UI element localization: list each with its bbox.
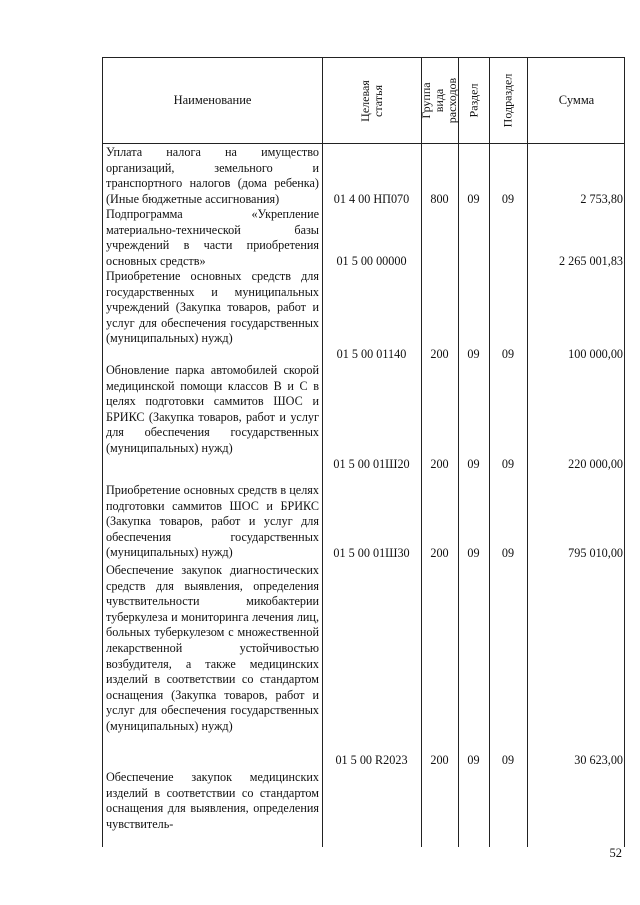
row-name: Обновление парка автомобилей скорой медицинской помощи классов В и С в целях подготовки саммитов ШОС и БРИКС (Закупка товаров, работ и услуг для обеспечения государственных (муниципальных) нужд) (106, 363, 319, 455)
row-code: 01 5 00 01140 (336, 347, 407, 361)
row-code: 01 5 00 00000 (336, 254, 407, 268)
row-sum: 2 753,80 (580, 192, 623, 206)
row-group: 200 (430, 546, 449, 560)
column-divider (421, 58, 422, 847)
header-subsection (489, 58, 527, 143)
row-subsection: 09 (501, 457, 515, 471)
row-subsection: 09 (501, 347, 515, 361)
row-group: 200 (430, 347, 449, 361)
row-section: 09 (467, 546, 480, 560)
row-section: 09 (467, 457, 480, 471)
row-code: 01 4 00 НП070 (333, 192, 410, 206)
row-name: Обеспечение закупок диагностических средств для выявления, определения чувствительности микобактерии туберкулеза и мониторинга лечения лиц, больных туберкулезом с множественной лекарственной устойчивостью возбудителя, а также медицинских изделий в соответствии со стандартом оснащения (Закупка товаров, работ и услуг для обеспечения государственных (муниципальных) нужд) (106, 563, 319, 733)
column-divider (527, 58, 528, 847)
header-sum: Сумма (558, 93, 595, 107)
column-divider (489, 58, 490, 847)
column-divider (322, 58, 323, 847)
row-sum: 100 000,00 (568, 347, 623, 361)
header-code (322, 58, 421, 143)
header-code-label: Целевая статья (357, 79, 385, 122)
row-group: 200 (430, 753, 449, 767)
header-section-label: Раздел (466, 83, 481, 118)
row-name: Уплата налога на имущество организаций, земельного и транспортного налогов (дома ребенка) (Иные бюджетные ассигнования) (106, 145, 319, 206)
header-group-label: Группа вида расходов (419, 77, 459, 124)
header-group (421, 58, 458, 143)
row-name: Подпрограмма «Укрепление материально-технической базы учреждений в части приобретения основных средств» (106, 207, 319, 268)
row-subsection: 09 (501, 753, 515, 767)
row-name: Приобретение основных средств в целях подготовки саммитов ШОС и БРИКС (Закупка товаров, работ и услуг для обеспечения государственных (муниципальных) нужд) (106, 483, 319, 560)
row-sum: 220 000,00 (568, 457, 623, 471)
row-section: 09 (467, 347, 480, 361)
header-divider (103, 143, 624, 144)
page-number: 52 (609, 846, 622, 860)
row-subsection: 09 (501, 192, 515, 206)
row-group: 800 (430, 192, 449, 206)
row-name: Приобретение основных средств для государственных и муниципальных учреждений (Закупка товаров, работ и услуг для обеспечения государственных (муниципальных) нужд) (106, 269, 319, 346)
row-sum: 2 265 001,83 (559, 254, 623, 268)
row-subsection: 09 (501, 546, 515, 560)
row-code: 01 5 00 R2023 (335, 753, 408, 767)
row-code: 01 5 00 01Ш30 (333, 546, 410, 560)
header-name: Наименование (173, 93, 252, 107)
row-section: 09 (467, 753, 480, 767)
row-group: 200 (430, 457, 449, 471)
column-divider (458, 58, 459, 847)
header-subsection-label: Подраздел (500, 73, 515, 128)
row-name: Обеспечение закупок медицинских изделий в соответствии со стандартом оснащения для выявления, определения чувствитель- (106, 770, 319, 831)
budget-table (102, 57, 625, 847)
header-section (458, 58, 489, 143)
row-code: 01 5 00 01Ш20 (333, 457, 410, 471)
row-sum: 30 623,00 (574, 753, 623, 767)
row-section: 09 (467, 192, 480, 206)
row-sum: 795 010,00 (568, 546, 623, 560)
